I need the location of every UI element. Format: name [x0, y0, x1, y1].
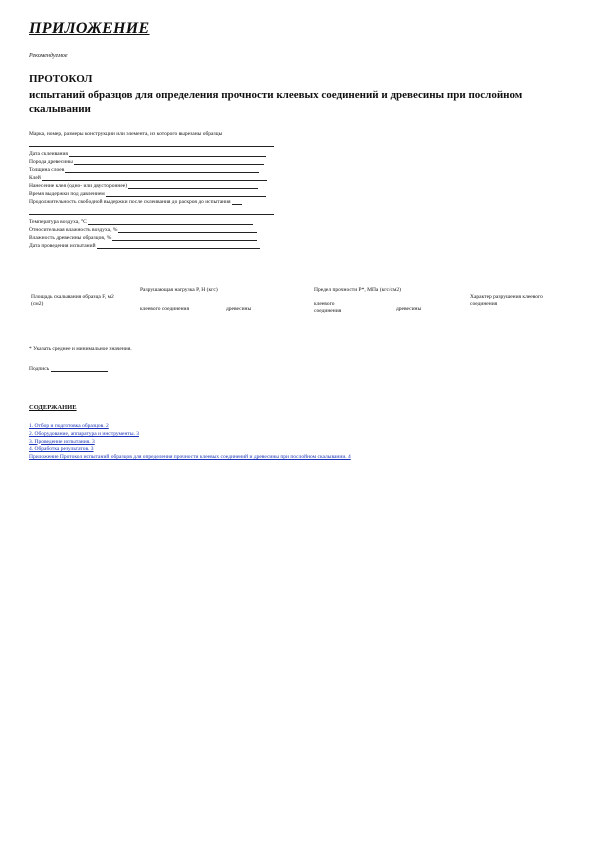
protocol-heading: ПРОТОКОЛ: [29, 73, 93, 85]
fill-line[interactable]: [118, 226, 257, 233]
fill-line[interactable]: [74, 158, 264, 165]
protocol-subtitle: испытаний образцов для определения прочности клеевых соединений и древесины при послойном скалывании: [29, 89, 523, 115]
field-label: Дата склеивания: [29, 151, 68, 157]
signature-field: [29, 365, 108, 372]
toc-link-results[interactable]: 4. Обработка результатов. 3: [29, 446, 94, 453]
field-free-exposure: [29, 198, 242, 205]
field-label: Клей: [29, 175, 41, 181]
fill-line[interactable]: [112, 234, 257, 241]
toc-link-equipment[interactable]: 2. Оборудование, аппаратура и инструменты. 3: [29, 430, 140, 437]
field-pressure-time: [29, 190, 266, 197]
field-label: Нанесение клея (одно- или двустороннее): [29, 183, 128, 189]
page-title: ПРИЛОЖЕНИЕ: [29, 20, 150, 37]
table-header-strength-glue: клеевого соединения: [314, 301, 342, 314]
fill-line[interactable]: [65, 166, 259, 173]
fill-line[interactable]: [128, 182, 258, 189]
fill-line[interactable]: [97, 242, 260, 249]
mark-field-line: [29, 146, 274, 147]
footnote: * Указать среднее и минимальное значения.: [29, 346, 132, 352]
field-glue: [29, 174, 267, 181]
field-label: Дата проведения испытаний: [29, 243, 96, 249]
table-of-contents: [29, 423, 351, 462]
fill-line[interactable]: [42, 174, 267, 181]
table-header-load-glue: клеевого соединения: [140, 306, 190, 312]
field-label: Толщина слоев: [29, 167, 65, 173]
field-label: Время выдержки под давлением: [29, 191, 105, 197]
field-glue-date: [29, 150, 266, 157]
toc-link-appendix[interactable]: Приложение Протокол испытаний образцов для определения прочности клеевых соединений и древесины при послойном скалывании. 4: [29, 454, 351, 461]
field-air-temperature: [29, 218, 253, 225]
fill-line[interactable]: [106, 190, 266, 197]
table-header-load-wood: древесины: [226, 306, 252, 312]
fill-line[interactable]: [88, 218, 253, 225]
table-header-load: Разрушающая нагрузка P, Н (кгс): [140, 287, 218, 293]
signature-line[interactable]: [51, 365, 108, 372]
free-exposure-continuation-line: [29, 214, 274, 215]
fill-line[interactable]: [232, 198, 242, 205]
field-label: Температура воздуха, °С: [29, 219, 87, 225]
field-air-humidity: [29, 226, 257, 233]
field-label: Продолжительность свободной выдержки после склеивания до раскроя до испытания: [29, 199, 231, 205]
field-wood-species: [29, 158, 264, 165]
field-label: Порода древесины: [29, 159, 73, 165]
toc-link-testing[interactable]: 3. Проведение испытания. 3: [29, 438, 95, 445]
toc-heading: СОДЕРЖАНИЕ: [29, 404, 77, 411]
table-header-strength-wood: древесины: [396, 306, 422, 312]
mark-field-label: Марка, номер, размеры конструкции или элемента, из которого вырезаны образцы: [29, 131, 223, 137]
field-test-date: [29, 242, 260, 249]
field-wood-moisture: [29, 234, 257, 241]
field-layer-thickness: [29, 166, 259, 173]
toc-link-sampling[interactable]: 1. Отбор и подготовка образцов. 2: [29, 423, 109, 429]
fill-line[interactable]: [69, 150, 266, 157]
table-header-character: Характер разрушения клеевого соединения: [470, 294, 543, 307]
recommended-note: Рекомендуемое: [29, 53, 68, 59]
field-label: Относительная влажность воздуха, %: [29, 227, 118, 233]
table-header-strength: Предел прочности Р*, МПа (кгс/см2): [314, 287, 401, 293]
field-glue-application: [29, 182, 258, 189]
table-header-area: Площадь скалывания образца F, м2 (см2): [31, 294, 114, 307]
field-label: Влажность древесины образцов, %: [29, 235, 112, 241]
signature-label: Подпись: [29, 366, 50, 372]
